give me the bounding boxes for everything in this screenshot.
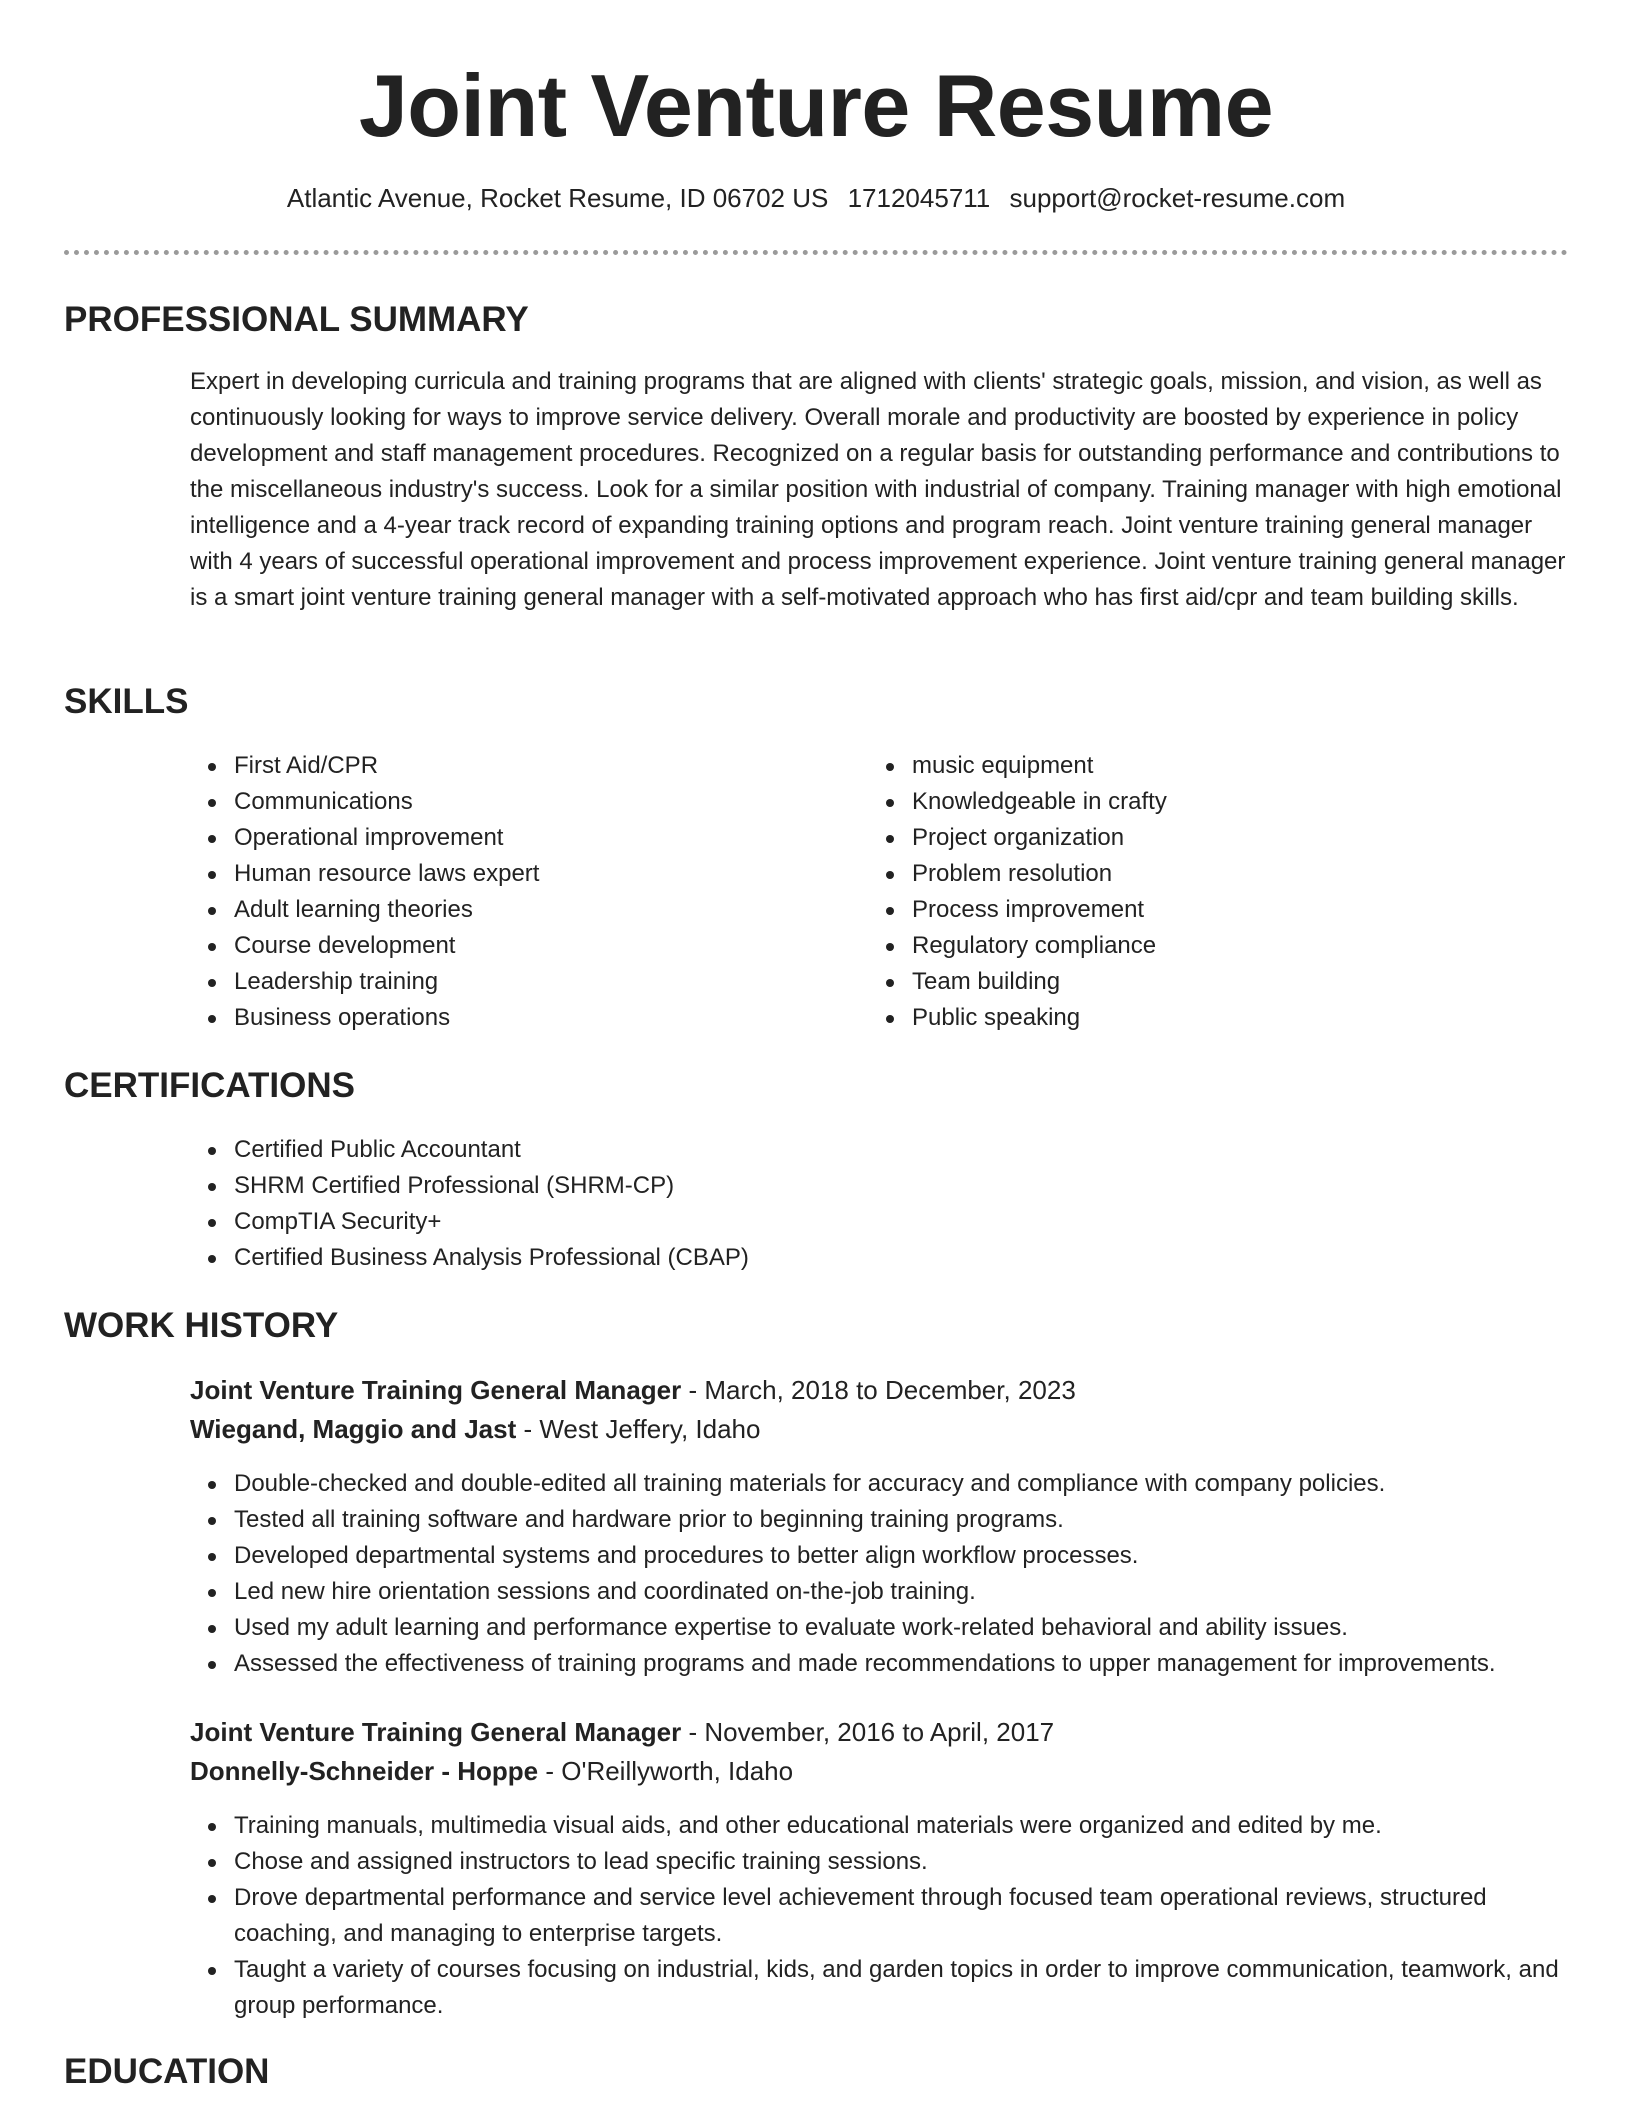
skill-item: Human resource laws expert xyxy=(190,856,830,892)
job-bullet: Assessed the effectiveness of training programs and made recommendations to upper management for improvements. xyxy=(190,1646,1580,1682)
skill-item: music equipment xyxy=(868,748,1508,784)
section-title-education: EDUCATION xyxy=(64,2052,270,2091)
job-location: - O'Reillyworth, Idaho xyxy=(538,1756,794,1786)
job-title: Joint Venture Training General Manager xyxy=(190,1717,682,1747)
skills-list-right xyxy=(868,748,1508,1036)
resume-title: Joint Venture Resume xyxy=(358,56,1274,155)
job-bullet: Tested all training software and hardware prior to beginning training programs. xyxy=(190,1502,1580,1538)
skill-item: Problem resolution xyxy=(868,856,1508,892)
job-company: Wiegand, Maggio and Jast xyxy=(190,1414,517,1444)
skill-item: Course development xyxy=(190,928,830,964)
certification-item: Certified Public Accountant xyxy=(190,1132,1190,1168)
job-bullet: Double-checked and double-edited all training materials for accuracy and compliance with company policies. xyxy=(190,1466,1580,1502)
job-bullets xyxy=(190,1466,1580,1682)
skill-item: Project organization xyxy=(868,820,1508,856)
job-bullet: Developed departmental systems and procedures to better align workflow processes. xyxy=(190,1538,1580,1574)
job-company: Donnelly-Schneider - Hoppe xyxy=(190,1756,539,1786)
certification-item: CompTIA Security+ xyxy=(190,1204,1190,1240)
job-location: - West Jeffery, Idaho xyxy=(516,1414,761,1444)
contact-email: support@rocket-resume.com xyxy=(1009,183,1346,213)
job-bullet: Training manuals, multimedia visual aids, and other educational materials were organized and edited by me. xyxy=(190,1808,1580,1844)
skill-item: Public speaking xyxy=(868,1000,1508,1036)
skills-list-left xyxy=(190,748,830,1036)
skill-item: Team building xyxy=(868,964,1508,1000)
job-company-line xyxy=(190,1410,760,1448)
contact-line xyxy=(0,180,1632,216)
skill-item: Adult learning theories xyxy=(190,892,830,928)
section-title-certifications: CERTIFICATIONS xyxy=(64,1066,356,1105)
job-bullet: Chose and assigned instructors to lead specific training sessions. xyxy=(190,1844,1580,1880)
job-dates: - November, 2016 to April, 2017 xyxy=(681,1717,1055,1747)
section-title-work-history: WORK HISTORY xyxy=(64,1306,339,1345)
certification-item: Certified Business Analysis Professional (CBAP) xyxy=(190,1240,1190,1276)
contact-address: Atlantic Avenue, Rocket Resume, ID 06702 US xyxy=(286,183,829,213)
job-bullet: Led new hire orientation sessions and coordinated on-the-job training. xyxy=(190,1574,1580,1610)
certifications-list xyxy=(190,1132,1190,1276)
skill-item: First Aid/CPR xyxy=(190,748,830,784)
header-divider xyxy=(64,250,1568,255)
skill-item: Communications xyxy=(190,784,830,820)
contact-phone: 1712045711 xyxy=(847,183,991,213)
job-title: Joint Venture Training General Manager xyxy=(190,1375,682,1405)
job-title-line xyxy=(190,1371,1076,1409)
skill-item: Process improvement xyxy=(868,892,1508,928)
job-company-line xyxy=(190,1752,793,1790)
job-bullet: Drove departmental performance and service level achievement through focused team operational reviews, structured coaching, and managing to enterprise targets. xyxy=(190,1880,1580,1952)
job-dates: - March, 2018 to December, 2023 xyxy=(681,1375,1076,1405)
job-bullet: Taught a variety of courses focusing on industrial, kids, and garden topics in order to improve communication, teamwork, and group performance. xyxy=(190,1952,1580,2024)
skill-item: Leadership training xyxy=(190,964,830,1000)
summary-paragraph: Expert in developing curricula and training programs that are aligned with clients' strategic goals, mission, and vision, as well as continuously looking for ways to improve service delivery. Overall morale and productivity are boosted by experience in policy development and staff management procedures. Recognized on a regular basis for outstanding performance and contributions to the miscellaneous industry's success. Look for a similar position with industrial of company. Training manager with high emotional intelligence and a 4-year track record of expanding training options and program reach. Joint venture training general manager with 4 years of successful operational improvement and process improvement experience. Joint venture training general manager is a smart joint venture training general manager with a self-motivated approach who has first aid/cpr and team building skills. xyxy=(190,368,1566,611)
skill-item: Business operations xyxy=(190,1000,830,1036)
skill-item: Regulatory compliance xyxy=(868,928,1508,964)
job-title-line xyxy=(190,1713,1054,1751)
certification-item: SHRM Certified Professional (SHRM-CP) xyxy=(190,1168,1190,1204)
skill-item: Knowledgeable in crafty xyxy=(868,784,1508,820)
section-title-summary: PROFESSIONAL SUMMARY xyxy=(64,300,529,339)
skill-item: Operational improvement xyxy=(190,820,830,856)
section-title-skills: SKILLS xyxy=(64,682,189,721)
job-bullet: Used my adult learning and performance expertise to evaluate work-related behavioral and ability issues. xyxy=(190,1610,1580,1646)
job-bullets xyxy=(190,1808,1580,2024)
